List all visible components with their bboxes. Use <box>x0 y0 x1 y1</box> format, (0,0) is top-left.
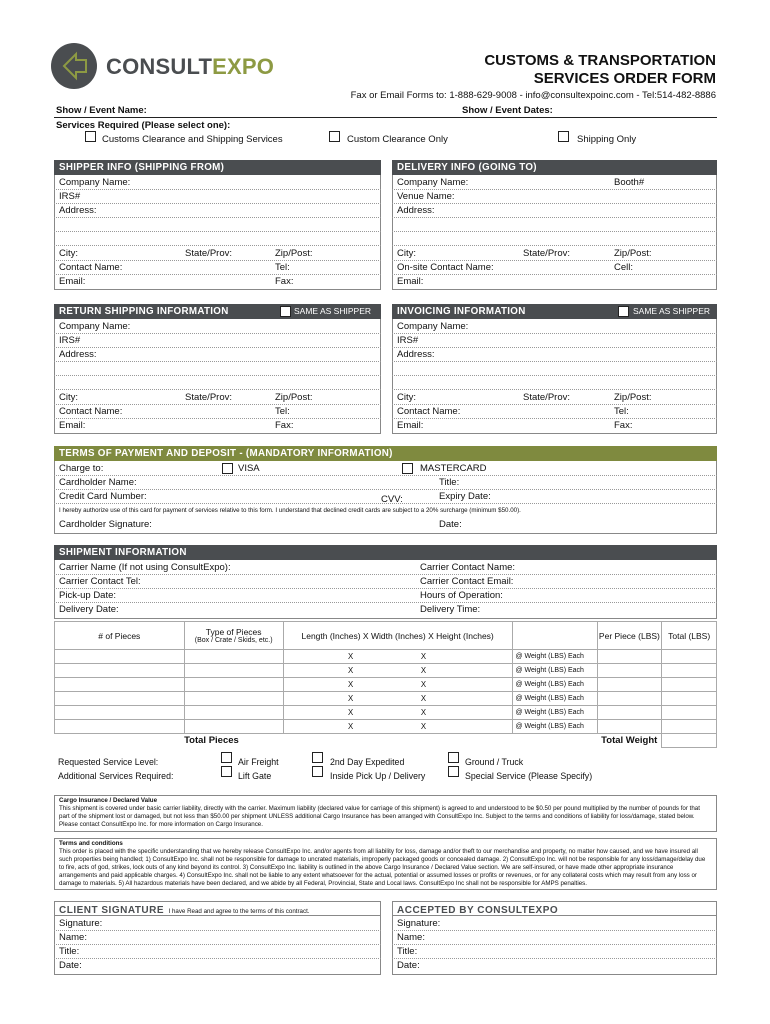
invoicing-address-field[interactable]: Address: <box>392 348 717 362</box>
return-city-row[interactable]: City: State/Prov: Zip/Post: <box>54 391 381 405</box>
total-cell[interactable] <box>662 664 717 678</box>
length-cell[interactable] <box>283 664 348 678</box>
height-cell[interactable]: X <box>421 720 512 734</box>
type-cell[interactable] <box>184 692 283 706</box>
service-level-label: Requested Service Level: <box>58 757 159 767</box>
height-cell[interactable]: X <box>421 678 512 692</box>
services-required-label: Services Required (Please select one): <box>56 120 231 131</box>
visa-checkbox[interactable] <box>222 463 233 474</box>
total-cell[interactable] <box>662 706 717 720</box>
delivery-date-row[interactable]: Delivery Date: Delivery Time: <box>59 604 481 615</box>
invoicing-same-as-shipper-checkbox[interactable] <box>618 306 629 317</box>
weight-label-cell: @ Weight (LBS) Each <box>512 650 597 664</box>
length-cell[interactable] <box>283 720 348 734</box>
shipper-company-field[interactable]: Company Name: <box>54 176 381 190</box>
lift-gate-checkbox[interactable] <box>221 766 232 777</box>
second-day-label: 2nd Day Expedited <box>330 757 405 767</box>
shipper-email-row[interactable]: Email: Fax: <box>59 276 294 287</box>
weight-label-cell: @ Weight (LBS) Each <box>512 720 597 734</box>
form-title-line2: SERVICES ORDER FORM <box>533 70 716 87</box>
insurance-title: Cargo Insurance / Declared Value <box>59 797 158 804</box>
return-irs-field[interactable]: IRS# <box>54 334 381 348</box>
client-name-field[interactable]: Name: <box>54 931 381 945</box>
col-per-piece: Per Piece (LBS) <box>597 622 662 650</box>
return-same-as-shipper-label: SAME AS SHIPPER <box>294 306 371 316</box>
delivery-email-row[interactable]: Email: <box>397 276 424 287</box>
customs-and-shipping-label: Customs Clearance and Shipping Services <box>102 134 283 145</box>
accepted-signature-field[interactable]: Signature: <box>392 917 717 931</box>
pieces-header-row <box>55 622 717 650</box>
custom-clearance-only-checkbox[interactable] <box>329 131 340 142</box>
total-weight-label: Total Weight <box>601 735 658 747</box>
payment-header: TERMS OF PAYMENT AND DEPOSIT - (MANDATORY INFORMATION) <box>54 446 717 461</box>
num-pieces-cell[interactable] <box>55 664 185 678</box>
accepted-title-field[interactable]: Title: <box>392 945 717 959</box>
width-cell[interactable]: X <box>348 706 421 720</box>
insurance-text: This shipment is covered under basic carrier liability, directly with the carrier. Maximum liability (declared value for carriage of this shipment) is agreed to and understood to be $0.50 per pound multiplied by the number of pounds for that part of the shipment lost or damaged, but not less than $50.00 per shipment UNLESS additional Cargo Insurance has been arranged with ConsultExpo Inc. Subject to the terms and conditions of liability for loss/damage, stated below. Please contact ConsultExpo Inc. for more information on Cargo Insurance. <box>59 805 700 828</box>
client-signature-header: CLIENT SIGNATURE I have Read and agree to the terms of this contract. <box>54 901 381 916</box>
cardholder-signature-row[interactable]: Cardholder Signature: Date: <box>59 519 462 530</box>
shipment-header: SHIPMENT INFORMATION <box>54 545 717 560</box>
client-date-field[interactable]: Date: <box>59 960 82 971</box>
invoicing-address-line2[interactable] <box>392 362 717 376</box>
ground-truck-checkbox[interactable] <box>448 752 459 763</box>
accepted-name-field[interactable]: Name: <box>392 931 717 945</box>
num-pieces-cell[interactable] <box>55 706 185 720</box>
length-cell[interactable] <box>283 706 348 720</box>
length-cell[interactable] <box>283 650 348 664</box>
show-name-row[interactable] <box>54 104 717 118</box>
piece-row[interactable] <box>55 678 717 692</box>
air-freight-checkbox[interactable] <box>221 752 232 763</box>
height-cell[interactable]: X <box>421 664 512 678</box>
col-dimensions: Length (Inches) X Width (Inches) X Height (Inches) <box>283 622 512 650</box>
shipper-address-line2[interactable] <box>54 218 381 232</box>
custom-clearance-only-label: Custom Clearance Only <box>347 134 448 145</box>
col-num-pieces: # of Pieces <box>55 622 185 650</box>
form-title-line1: CUSTOMS & TRANSPORTATION <box>484 52 716 69</box>
piece-row[interactable] <box>55 664 717 678</box>
type-cell[interactable] <box>184 706 283 720</box>
total-cell[interactable] <box>662 650 717 664</box>
credit-card-row[interactable]: Credit Card Number: CVV: Expiry Date: <box>54 490 717 504</box>
type-cell[interactable] <box>184 678 283 692</box>
return-address-line3[interactable] <box>54 376 381 390</box>
invoicing-header: INVOICING INFORMATION SAME AS SHIPPER <box>392 304 717 319</box>
shipper-contact-row[interactable]: Contact Name: Tel: <box>54 261 381 275</box>
carrier-tel-row[interactable]: Carrier Contact Tel: Carrier Contact Email: <box>54 575 717 589</box>
shipper-header: SHIPPER INFO (SHIPPING FROM) <box>54 160 381 175</box>
total-pieces-label: Total Pieces <box>184 735 239 747</box>
accepted-date-field[interactable]: Date: <box>397 960 420 971</box>
pieces-table <box>54 621 717 748</box>
num-pieces-cell[interactable] <box>55 678 185 692</box>
totals-row <box>55 734 717 748</box>
special-service-checkbox[interactable] <box>448 766 459 777</box>
special-service-label: Special Service (Please Specify) <box>465 771 593 781</box>
show-name-label: Show / Event Name: <box>56 105 147 116</box>
shipper-irs-field[interactable]: IRS# <box>54 190 381 204</box>
piece-row[interactable] <box>55 692 717 706</box>
per-piece-cell[interactable] <box>597 692 662 706</box>
length-cell[interactable] <box>283 692 348 706</box>
invoicing-email-row[interactable]: Email: Fax: <box>397 420 633 431</box>
second-day-checkbox[interactable] <box>312 752 323 763</box>
return-header: RETURN SHIPPING INFORMATION SAME AS SHIPPER <box>54 304 381 319</box>
terms-text: This order is placed with the specific understanding that we hereby release ConsultExpo Inc. and/or agents from all liability for loss, damage and/or theft to our merchandise and property, no matter how caused, and we have insured all such properties being handled; 1) ConsultExpo Inc. shall not be responsible for damage to uncrated materials, improperly packaged goods or concealed damage. 2) ConsultExpo Inc. will not be responsible for any loss/damage/delay due to fire, acts of god, strikes, lock outs of any kind beyond its control. 3) ConsultExpo Inc. liability is outlined in the above Cargo Insurance / Declared Value section. We are self-insured, or have made other appropriate insurance arrangements and paid applicable charges. 4) ConsultExpo Inc. shall not be liable to any extent whatsoever for the actual, potential or assumed losses or profits or revenues, or for any collateral costs which may result from any loss or damage to materials. 5) All hazardous materials have been declared, and we abide by all Federal, Provincial, State and Local laws. ConsultExpo Inc shall not be responsible for AMPS penalties. <box>59 848 706 887</box>
width-cell[interactable]: X <box>348 692 421 706</box>
inside-pickup-label: Inside Pick Up / Delivery <box>330 771 426 781</box>
form-title <box>484 52 716 88</box>
customs-and-shipping-checkbox[interactable] <box>85 131 96 142</box>
per-piece-cell[interactable] <box>597 720 662 734</box>
shipper-city-row[interactable]: City: State/Prov: Zip/Post: <box>54 247 381 261</box>
per-piece-cell[interactable] <box>597 664 662 678</box>
return-address-field[interactable]: Address: <box>54 348 381 362</box>
weight-label-cell: @ Weight (LBS) Each <box>512 678 597 692</box>
invoicing-irs-field[interactable]: IRS# <box>392 334 717 348</box>
pickup-row[interactable]: Pick-up Date: Hours of Operation: <box>54 589 717 603</box>
delivery-onsite-row[interactable]: On-site Contact Name: Cell: <box>392 261 717 275</box>
shipping-only-checkbox[interactable] <box>558 131 569 142</box>
delivery-venue-field[interactable]: Venue Name: <box>392 190 717 204</box>
height-cell[interactable]: X <box>421 692 512 706</box>
piece-row[interactable] <box>55 720 717 734</box>
shipping-only-label: Shipping Only <box>577 134 637 145</box>
width-cell[interactable]: X <box>348 678 421 692</box>
col-type: Type of Pieces (Box / Crate / Skids, etc.) <box>184 622 283 650</box>
col-blank <box>512 622 597 650</box>
logo <box>50 42 290 92</box>
delivery-address-line2[interactable] <box>392 218 717 232</box>
total-cell[interactable] <box>662 720 717 734</box>
height-cell[interactable]: X <box>421 650 512 664</box>
inside-pickup-checkbox[interactable] <box>312 766 323 777</box>
invoicing-address-line3[interactable] <box>392 376 717 390</box>
delivery-address-field[interactable]: Address: <box>392 204 717 218</box>
show-dates-label: Show / Event Dates: <box>462 105 553 116</box>
return-same-as-shipper-checkbox[interactable] <box>280 306 291 317</box>
num-pieces-cell[interactable] <box>55 650 185 664</box>
return-address-line2[interactable] <box>54 362 381 376</box>
lift-gate-label: Lift Gate <box>238 771 272 781</box>
delivery-company-row[interactable]: Company Name: Booth# <box>392 176 717 190</box>
col-total: Total (LBS) <box>662 622 717 650</box>
terms-title: Terms and conditions <box>59 840 123 847</box>
shipper-address-field[interactable]: Address: <box>54 204 381 218</box>
per-piece-cell[interactable] <box>597 706 662 720</box>
logo-text-consult: CONSULT <box>106 54 213 79</box>
logo-icon <box>50 42 98 90</box>
insurance-box <box>54 795 717 832</box>
length-cell[interactable] <box>283 678 348 692</box>
type-cell[interactable] <box>184 664 283 678</box>
invoicing-company-field[interactable]: Company Name: <box>392 320 717 334</box>
shipper-address-line3[interactable] <box>54 232 381 246</box>
return-contact-row[interactable]: Contact Name: Tel: <box>54 405 381 419</box>
ground-truck-label: Ground / Truck <box>465 757 524 767</box>
width-cell[interactable]: X <box>348 664 421 678</box>
logo-text-expo: EXPO <box>212 54 275 79</box>
weight-label-cell: @ Weight (LBS) Each <box>512 692 597 706</box>
per-piece-cell[interactable] <box>597 678 662 692</box>
weight-label-cell: @ Weight (LBS) Each <box>512 706 597 720</box>
cardholder-name-row[interactable]: Cardholder Name: Title: <box>54 476 717 490</box>
type-cell[interactable] <box>184 650 283 664</box>
return-email-row[interactable]: Email: Fax: <box>59 420 294 431</box>
piece-row[interactable] <box>55 706 717 720</box>
air-freight-label: Air Freight <box>238 757 279 767</box>
additional-services-label: Additional Services Required: <box>58 771 174 781</box>
invoicing-same-as-shipper-label: SAME AS SHIPPER <box>633 306 710 316</box>
invoicing-city-row[interactable]: City: State/Prov: Zip/Post: <box>392 391 717 405</box>
type-cell[interactable] <box>184 720 283 734</box>
total-weight-field[interactable] <box>662 734 717 748</box>
return-company-field[interactable]: Company Name: <box>54 320 381 334</box>
num-pieces-cell[interactable] <box>55 692 185 706</box>
authorization-text: I hereby authorize use of this card for payment of services relative to this form. I understand that declined credit cards are subject to a 20% surcharge (minimum $50.00). <box>59 507 521 514</box>
terms-box <box>54 838 717 890</box>
client-title-field[interactable]: Title: <box>54 945 381 959</box>
num-pieces-cell[interactable] <box>55 720 185 734</box>
mastercard-checkbox[interactable] <box>402 463 413 474</box>
piece-row[interactable] <box>55 650 717 664</box>
delivery-city-row[interactable]: City: State/Prov: Zip/Post: <box>392 247 717 261</box>
total-cell[interactable] <box>662 692 717 706</box>
payment-charge-row: Charge to: VISA MASTERCARD <box>54 462 717 476</box>
per-piece-cell[interactable] <box>597 650 662 664</box>
contact-line: Fax or Email Forms to: 1-888-629-9008 - info@consultexpoinc.com - Tel:514-482-8886 <box>350 90 716 101</box>
carrier-name-row[interactable]: Carrier Name (If not using ConsultExpo): Carrier Contact Name: <box>54 561 717 575</box>
width-cell[interactable]: X <box>348 650 421 664</box>
invoicing-contact-row[interactable]: Contact Name: Tel: <box>392 405 717 419</box>
width-cell[interactable]: X <box>348 720 421 734</box>
total-cell[interactable] <box>662 678 717 692</box>
delivery-address-line3[interactable] <box>392 232 717 246</box>
weight-label-cell: @ Weight (LBS) Each <box>512 664 597 678</box>
accepted-header: ACCEPTED BY CONSULTEXPO <box>392 901 717 916</box>
height-cell[interactable]: X <box>421 706 512 720</box>
client-signature-field[interactable]: Signature: <box>54 917 381 931</box>
delivery-header: DELIVERY INFO (GOING TO) <box>392 160 717 175</box>
